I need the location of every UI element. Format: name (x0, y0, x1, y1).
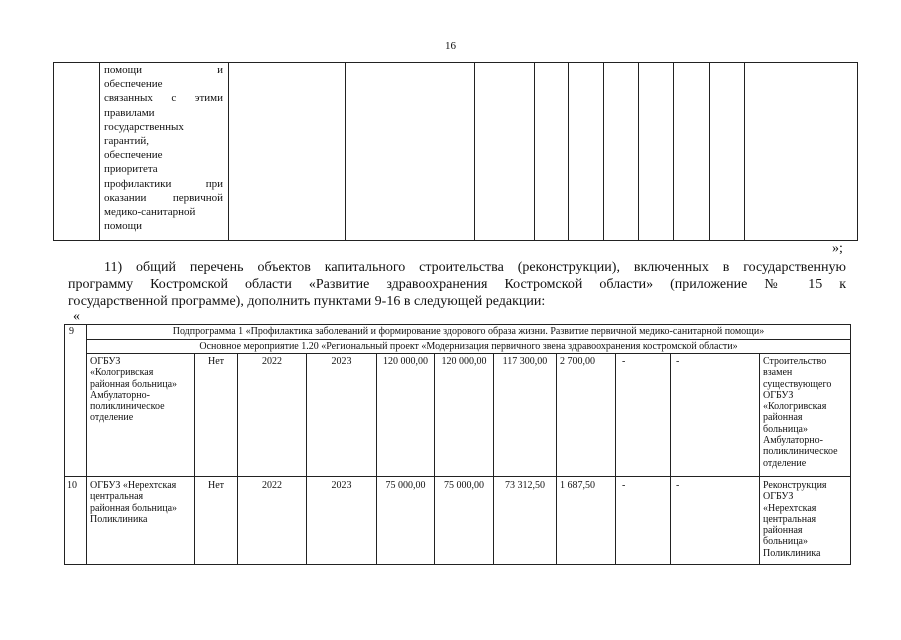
period-total-cell: 120 000,00 (441, 356, 487, 367)
text-line: помощи (104, 220, 142, 233)
text-line: Амбулаторно- (90, 389, 150, 401)
other-sources-cell: - (676, 480, 680, 491)
local-budget-cell: - (622, 356, 626, 367)
amendment-paragraph (68, 259, 846, 310)
start-year-cell: 2022 (262, 356, 282, 367)
main-event-header: Основное мероприятие 1.20 «Региональный проект «Модернизация первичного звена здравоохранения костромской области» (199, 341, 738, 352)
object-name (90, 356, 192, 424)
text-line: центральная (763, 513, 817, 525)
federal-budget-cell: 73 312,50 (505, 480, 545, 491)
text-line: помощи и (104, 64, 223, 76)
total-cost-cell: 75 000,00 (385, 480, 426, 491)
text-line: правилами (104, 106, 155, 119)
text-line: существующего (763, 378, 832, 390)
psd-cell: Нет (207, 480, 225, 491)
psd-cell: Нет (207, 356, 225, 367)
text-line: районная больница» (90, 502, 178, 514)
period-total-cell: 75 000,00 (444, 480, 484, 491)
text-line: отделение (90, 412, 134, 424)
text-line: обеспечение (104, 78, 163, 91)
text-line: Реконструкция (763, 480, 827, 491)
text-line: приоритета (104, 163, 158, 176)
text-line: ОГБУЗ (90, 356, 121, 367)
text-line: взамен (763, 367, 793, 379)
federal-budget-cell: 117 300,00 (502, 356, 548, 367)
text-line: центральная (90, 491, 144, 503)
text-line: гарантий, (104, 135, 149, 148)
text-line: государственных (104, 120, 184, 133)
other-sources-cell: - (676, 356, 680, 367)
text-line: «Кологривская (763, 401, 827, 413)
text-line: районная больница» (90, 378, 178, 390)
text-line: медико-санитарной (104, 206, 196, 219)
regional-budget-cell: 2 700,00 (560, 356, 595, 367)
text-line: поликлиническое (763, 446, 838, 458)
paragraph-line: государственной программе), дополнить пунктами 9-16 в следующей редакции: (68, 294, 546, 309)
note-cell (763, 356, 849, 469)
note-cell (763, 480, 849, 559)
opening-quote: « (73, 309, 80, 324)
object-name (90, 480, 192, 525)
start-year-cell: 2022 (262, 480, 282, 491)
text-line: оказании первичной (104, 191, 223, 204)
text-line: Поликлиника (763, 547, 821, 559)
text-line: Амбулаторно- (763, 435, 823, 447)
row-number: 9 (69, 326, 74, 337)
text-line: районная (763, 412, 803, 424)
paragraph-line: 11) общий перечень объектов капитального строительства (реконструкции), включенных в государственную (104, 260, 846, 275)
paragraph-line: программу Костромской области «Развитие здравоохранения Костромской области» (приложение № 15 к (68, 277, 846, 292)
text-line: ОГБУЗ (763, 389, 794, 401)
end-year-cell: 2023 (331, 480, 352, 491)
text-line: «Нерехтская (763, 502, 817, 514)
text-line: связанных с этими (104, 92, 223, 105)
local-budget-cell: - (622, 480, 626, 491)
text-line: профилактики при (104, 177, 223, 190)
total-cost-cell: 120 000,00 (383, 356, 428, 367)
measure-name-cell (104, 63, 223, 233)
text-line: Строительство (763, 356, 827, 367)
closing-quote: »; (832, 241, 843, 256)
text-line: обеспечение (104, 149, 163, 162)
end-year-cell: 2023 (331, 356, 352, 367)
regional-budget-cell: 1 687,50 (560, 480, 595, 491)
text-line: отделение (763, 457, 807, 469)
text-line: поликлиническое (90, 401, 165, 413)
page-number: 16 (445, 40, 456, 52)
text-line: «Кологривская (90, 367, 154, 379)
text-line: районная (763, 525, 803, 537)
subprogram-header: Подпрограмма 1 «Профилактика заболеваний и формирование здорового образа жизни. Развитие первичной медико-санитарной помощи» (172, 326, 765, 337)
text-line: больница» (763, 536, 808, 548)
text-line: больница» (763, 423, 808, 435)
text-line: ОГБУЗ (763, 491, 794, 503)
text-line: ОГБУЗ «Нерехтская (90, 480, 177, 491)
row-number: 10 (67, 480, 77, 491)
text-line: Поликлиника (90, 513, 148, 525)
